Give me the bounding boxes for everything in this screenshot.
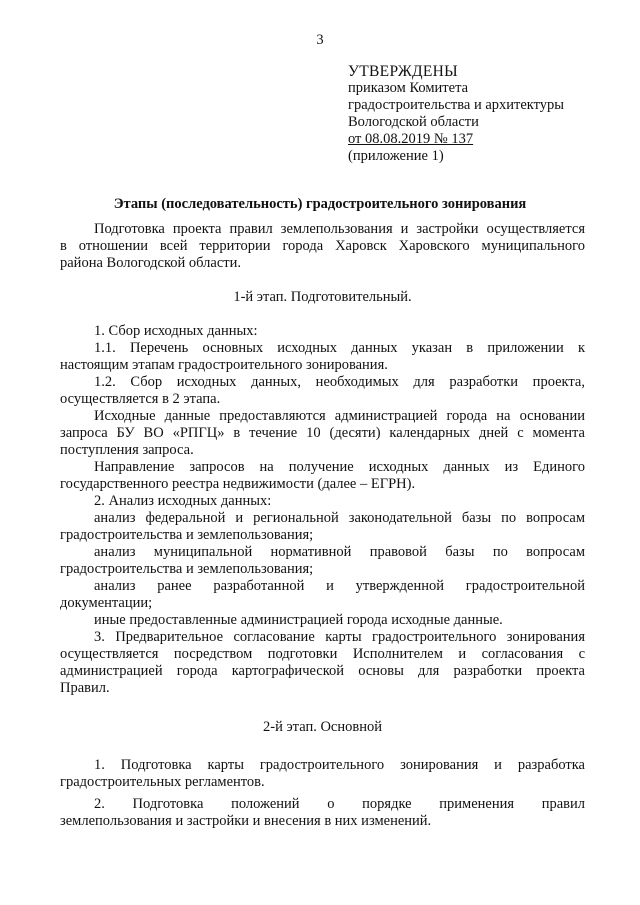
text-line: документации; — [60, 595, 153, 611]
text-line: градостроительства и землепользования; — [60, 561, 314, 577]
approval-line: Вологодской области — [348, 114, 479, 130]
text-line: 1. Подготовка карты градостроительного зонирования и разработка — [94, 757, 585, 773]
text-line: поступления запроса. — [60, 442, 194, 458]
section-heading: 1. Сбор исходных данных: — [94, 323, 258, 339]
page-number: 3 — [316, 32, 324, 48]
stage2-heading: 2-й этап. Основной — [263, 719, 382, 735]
text-line: запроса БУ ВО «РПГЦ» в течение 10 (десяти) календарных дней с момента — [60, 425, 585, 441]
text-line: анализ ранее разработанной и утвержденной градостроительной — [94, 578, 585, 594]
text-line: градостроительства и землепользования; — [60, 527, 314, 543]
text-line: 2. Подготовка положений о порядке применения правил — [94, 796, 585, 812]
text-line: 3. Предварительное согласование карты градостроительного зонирования — [94, 629, 585, 645]
approval-block — [348, 63, 618, 165]
text-line: в отношении всей территории города Харовск Харовского муниципального — [60, 238, 585, 254]
approval-line: (приложение 1) — [348, 148, 444, 164]
document-title: Этапы (последовательность) градостроительного зонирования — [113, 196, 527, 212]
stage2-content — [60, 757, 585, 830]
text-line: государственного реестра недвижимости (далее – ЕГРН). — [60, 476, 416, 492]
approval-line: приказом Комитета — [348, 80, 469, 96]
text-line: осуществляется посредством подготовки Исполнителем и согласования с — [60, 646, 585, 662]
text-line: администрацией города картографической основы для разработки проекта — [60, 663, 585, 679]
text-line: Направление запросов на получение исходных данных из Единого — [94, 459, 585, 475]
text-line: градостроительных регламентов. — [60, 774, 265, 790]
text-line: Подготовка проекта правил землепользования и застройки осуществляется — [94, 221, 585, 237]
stage1-heading: 1-й этап. Подготовительный. — [233, 289, 412, 305]
text-line: Исходные данные предоставляются администрацией города на основании — [94, 408, 585, 424]
text-line: землепользования и застройки и внесения в них изменений. — [60, 813, 432, 829]
text-line: 1.1. Перечень основных исходных данных указан в приложении к — [94, 340, 585, 356]
text-line: анализ муниципальной нормативной правовой базы по вопросам — [94, 544, 585, 560]
section-heading: 2. Анализ исходных данных: — [94, 493, 272, 509]
text-line: района Вологодской области. — [60, 255, 242, 271]
text-line: осуществляется в 2 этапа. — [60, 391, 221, 407]
approval-line: градостроительства и архитектуры — [348, 97, 565, 113]
approval-line: УТВЕРЖДЕНЫ — [348, 63, 458, 80]
text-line: Правил. — [60, 680, 110, 696]
text-line: 1.2. Сбор исходных данных, необходимых для разработки проекта, — [94, 374, 585, 390]
text-line: настоящим этапам градостроительного зонирования. — [60, 357, 388, 373]
text-line: иные предоставленные администрацией города исходные данные. — [94, 612, 503, 628]
approval-order-date: от 08.08.2019 № 137 — [348, 131, 474, 147]
intro-paragraph — [60, 221, 585, 272]
text-line: анализ федеральной и региональной законодательной базы по вопросам — [94, 510, 585, 526]
stage1-content — [60, 323, 585, 697]
